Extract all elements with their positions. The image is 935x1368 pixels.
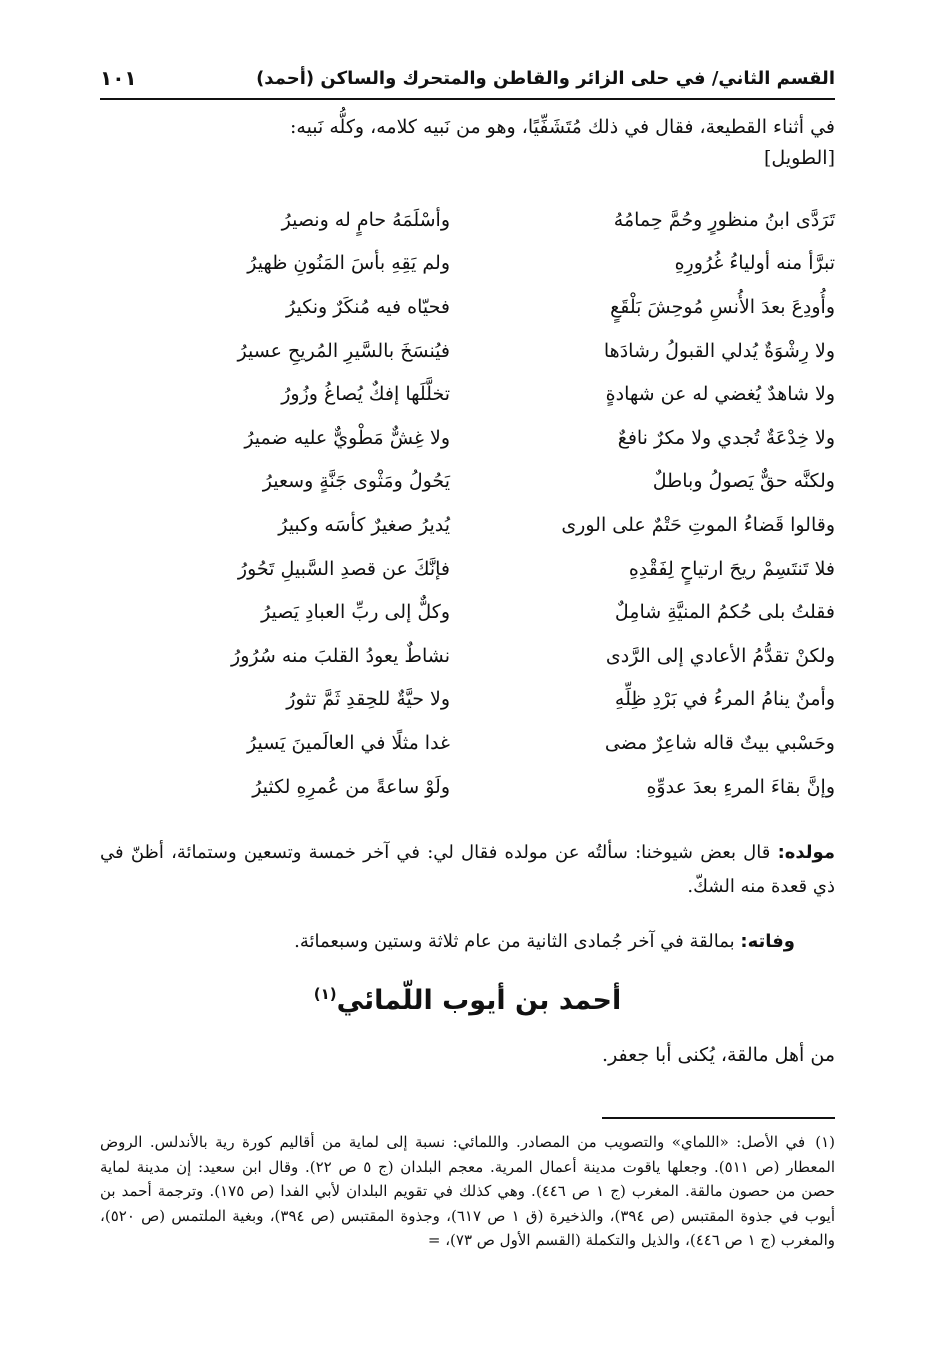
footnote-ref[interactable]: (١) (313, 985, 337, 1003)
verse-line (100, 590, 835, 634)
entry-origin: من أهل مالقة، يُكنى أبا جعفر. (602, 1044, 835, 1066)
verse-first-hemistich: فقلتُ بلى حُكمُ المنيَّةِ شامِلٌ (614, 601, 835, 624)
verse-second-hemistich: ولا غِشٌّ مَطْويٌّ عليه ضميرُ (244, 426, 450, 449)
verse-first-hemistich: وأُودِعَ بعدَ الأُنسِ مُوحِشَ بَلْقَعٍ (610, 295, 835, 318)
verse-line (100, 634, 835, 678)
verse-first-hemistich: وقالوا قَضاءُ الموتِ حَتْمٌ على الورى (561, 513, 835, 536)
poem (100, 198, 835, 808)
verse-first-hemistich: وأمنٌ ينامُ المرءُ في بَرْدِ ظِلِّهِ (614, 688, 835, 711)
verse-second-hemistich: ولا حيَّةٌ للحِقدِ ثَمَّ تثورُ (286, 688, 450, 711)
footnote (100, 1130, 835, 1253)
death-paragraph (100, 925, 795, 959)
verse-first-hemistich: ولا شاهدٌ يُغضي له عن شهادةٍ (605, 383, 835, 406)
verse-first-hemistich: ولا خِدْعَةٌ تُجدي ولا مكرٌ نافعٌ (617, 426, 835, 449)
verse-second-hemistich: فإنَّكَ عن قصدِ السَّبيلِ تَحُورُ (237, 557, 450, 580)
verse-line (100, 503, 835, 547)
entry-name: أحمد بن أيوب اللّمائي (336, 985, 622, 1016)
verse-second-hemistich: تخلَّلَها إفكٌ يُصاغُ وزُورُ (281, 383, 450, 406)
entry-title (100, 985, 835, 1016)
verse-first-hemistich: وحَسْبي بيتٌ قاله شاعِرٌ مضى (604, 731, 835, 754)
verse-line (100, 285, 835, 329)
verse-second-hemistich: وأسْلَمَهُ حامٍ له ونصيرُ (281, 208, 450, 231)
verse-first-hemistich: وإنَّ بقاءَ المرءِ بعدَ عدوِّهِ (646, 775, 835, 798)
verse-first-hemistich: تَرَدَّى ابنُ منظورٍ وحُمَّ حِمامُهُ (613, 208, 835, 231)
verse-second-hemistich: ولَوْ ساعةً من عُمرِهِ لكثيرُ (252, 775, 450, 798)
verse-first-hemistich: تبرَّأ منه أولياءُ غُرُورِهِ (674, 252, 835, 275)
birth-text: قال بعض شيوخنا: سألتُه عن مولده فقال لي: في آخر خمسة وتسعين وستمائة، أظنّ في ذي قعدة منه الشكّ. (100, 842, 835, 897)
verse-first-hemistich: ولكنْ تقدُّمُ الأعادي إلى الرَّدى (605, 644, 835, 667)
verse-line (100, 198, 835, 242)
verse-second-hemistich: فيُنسَخَ بالسَّيرِ المُريحِ عسيرُ (237, 339, 450, 362)
verse-line (100, 678, 835, 722)
verse-line (100, 721, 835, 765)
verse-line (100, 547, 835, 591)
verse-first-hemistich: ولا رِشْوَةٌ يُدلي القبولُ رشادَها (603, 339, 835, 362)
death-text: بمالقة في آخر جُمادى الثانية من عام ثلاثة وستين وسبعمائة. (294, 931, 735, 952)
running-header (100, 58, 835, 100)
birth-label: مولده: (777, 842, 835, 863)
intro-text: في أثناء القطيعة، فقال في ذلك مُتَشَفِّيًا، وهو من نَبيه كلامه، وكلُّه نَبيه: (289, 116, 835, 138)
verse-second-hemistich: وكلٌّ إلى ربِّ العبادِ يَصيرُ (261, 601, 450, 624)
footnote-divider (602, 1117, 835, 1119)
meter-label: [الطويل] (764, 147, 835, 169)
intro-paragraph (100, 112, 835, 174)
death-label: وفاته: (740, 931, 795, 952)
birth-paragraph (100, 836, 835, 904)
verse-second-hemistich: يَحُولُ ومَثْوى جَنَّةٍ وسعيرُ (262, 470, 450, 493)
page-number: ١٠١ (100, 66, 137, 90)
footnote-number: (١) (815, 1133, 835, 1151)
verse-first-hemistich: ولكنَّه حقٌّ يَصولُ وباطلٌ (652, 470, 835, 493)
verse-second-hemistich: فحيّاه فيه مُنكَرٌ ونكيرُ (285, 295, 450, 318)
verse-second-hemistich: يُديرُ صغيرٌ كأسَه وكبيرُ (278, 513, 450, 536)
verse-line (100, 765, 835, 809)
verse-line (100, 242, 835, 286)
verse-line (100, 460, 835, 504)
verse-second-hemistich: غدا مثلًا في العالَمينَ يَسيرُ (247, 731, 450, 754)
verse-line (100, 329, 835, 373)
verse-second-hemistich: ولم يَقِهِ بأسَ المَنُونِ ظهيرُ (247, 252, 450, 275)
verse-line (100, 372, 835, 416)
footnote-text: في الأصل: «اللماي» والتصويب من المصادر. واللمائي: نسبة إلى لماية من أقاليم كورة رية بالأندلس. الروض المعطار (ص ٥١١). وجعلها ياقوت مدينة أعمال المرية. معجم البلدان (ج ٥ ص ٢٢). وقال ابن سعيد: إن مدينة لماية حصن من حصون مالقة. المغرب (ج ١ ص ٤٤٦). وهي كذلك في تقويم البلدان لأبي الفدا (ص ١٧٥). وترجمة أحمد بن أيوب في جذوة المقتبس (ص ٣٩٤)، والذخيرة (ق ١ ص ٦١٧)، وجذوة المقتبس (ص ٣٩٤)، وبغية الملتمس (ص ٥٢٠)، والمغرب (ج ١ ص ٤٤٦)، والذيل والتكملة (القسم الأول ص ٧٣)، = (100, 1133, 835, 1249)
verse-second-hemistich: نشاطٌ يعودُ القلبَ منه سُرُورُ (231, 644, 450, 667)
verse-line (100, 416, 835, 460)
running-title: القسم الثاني/ في حلى الزائر والقاطن والمتحرك والساكن (أحمد) (256, 67, 835, 89)
verse-first-hemistich: فلا تَنتَسِمْ ريحَ ارتياحٍ لِفَقْدِهِ (628, 557, 835, 580)
